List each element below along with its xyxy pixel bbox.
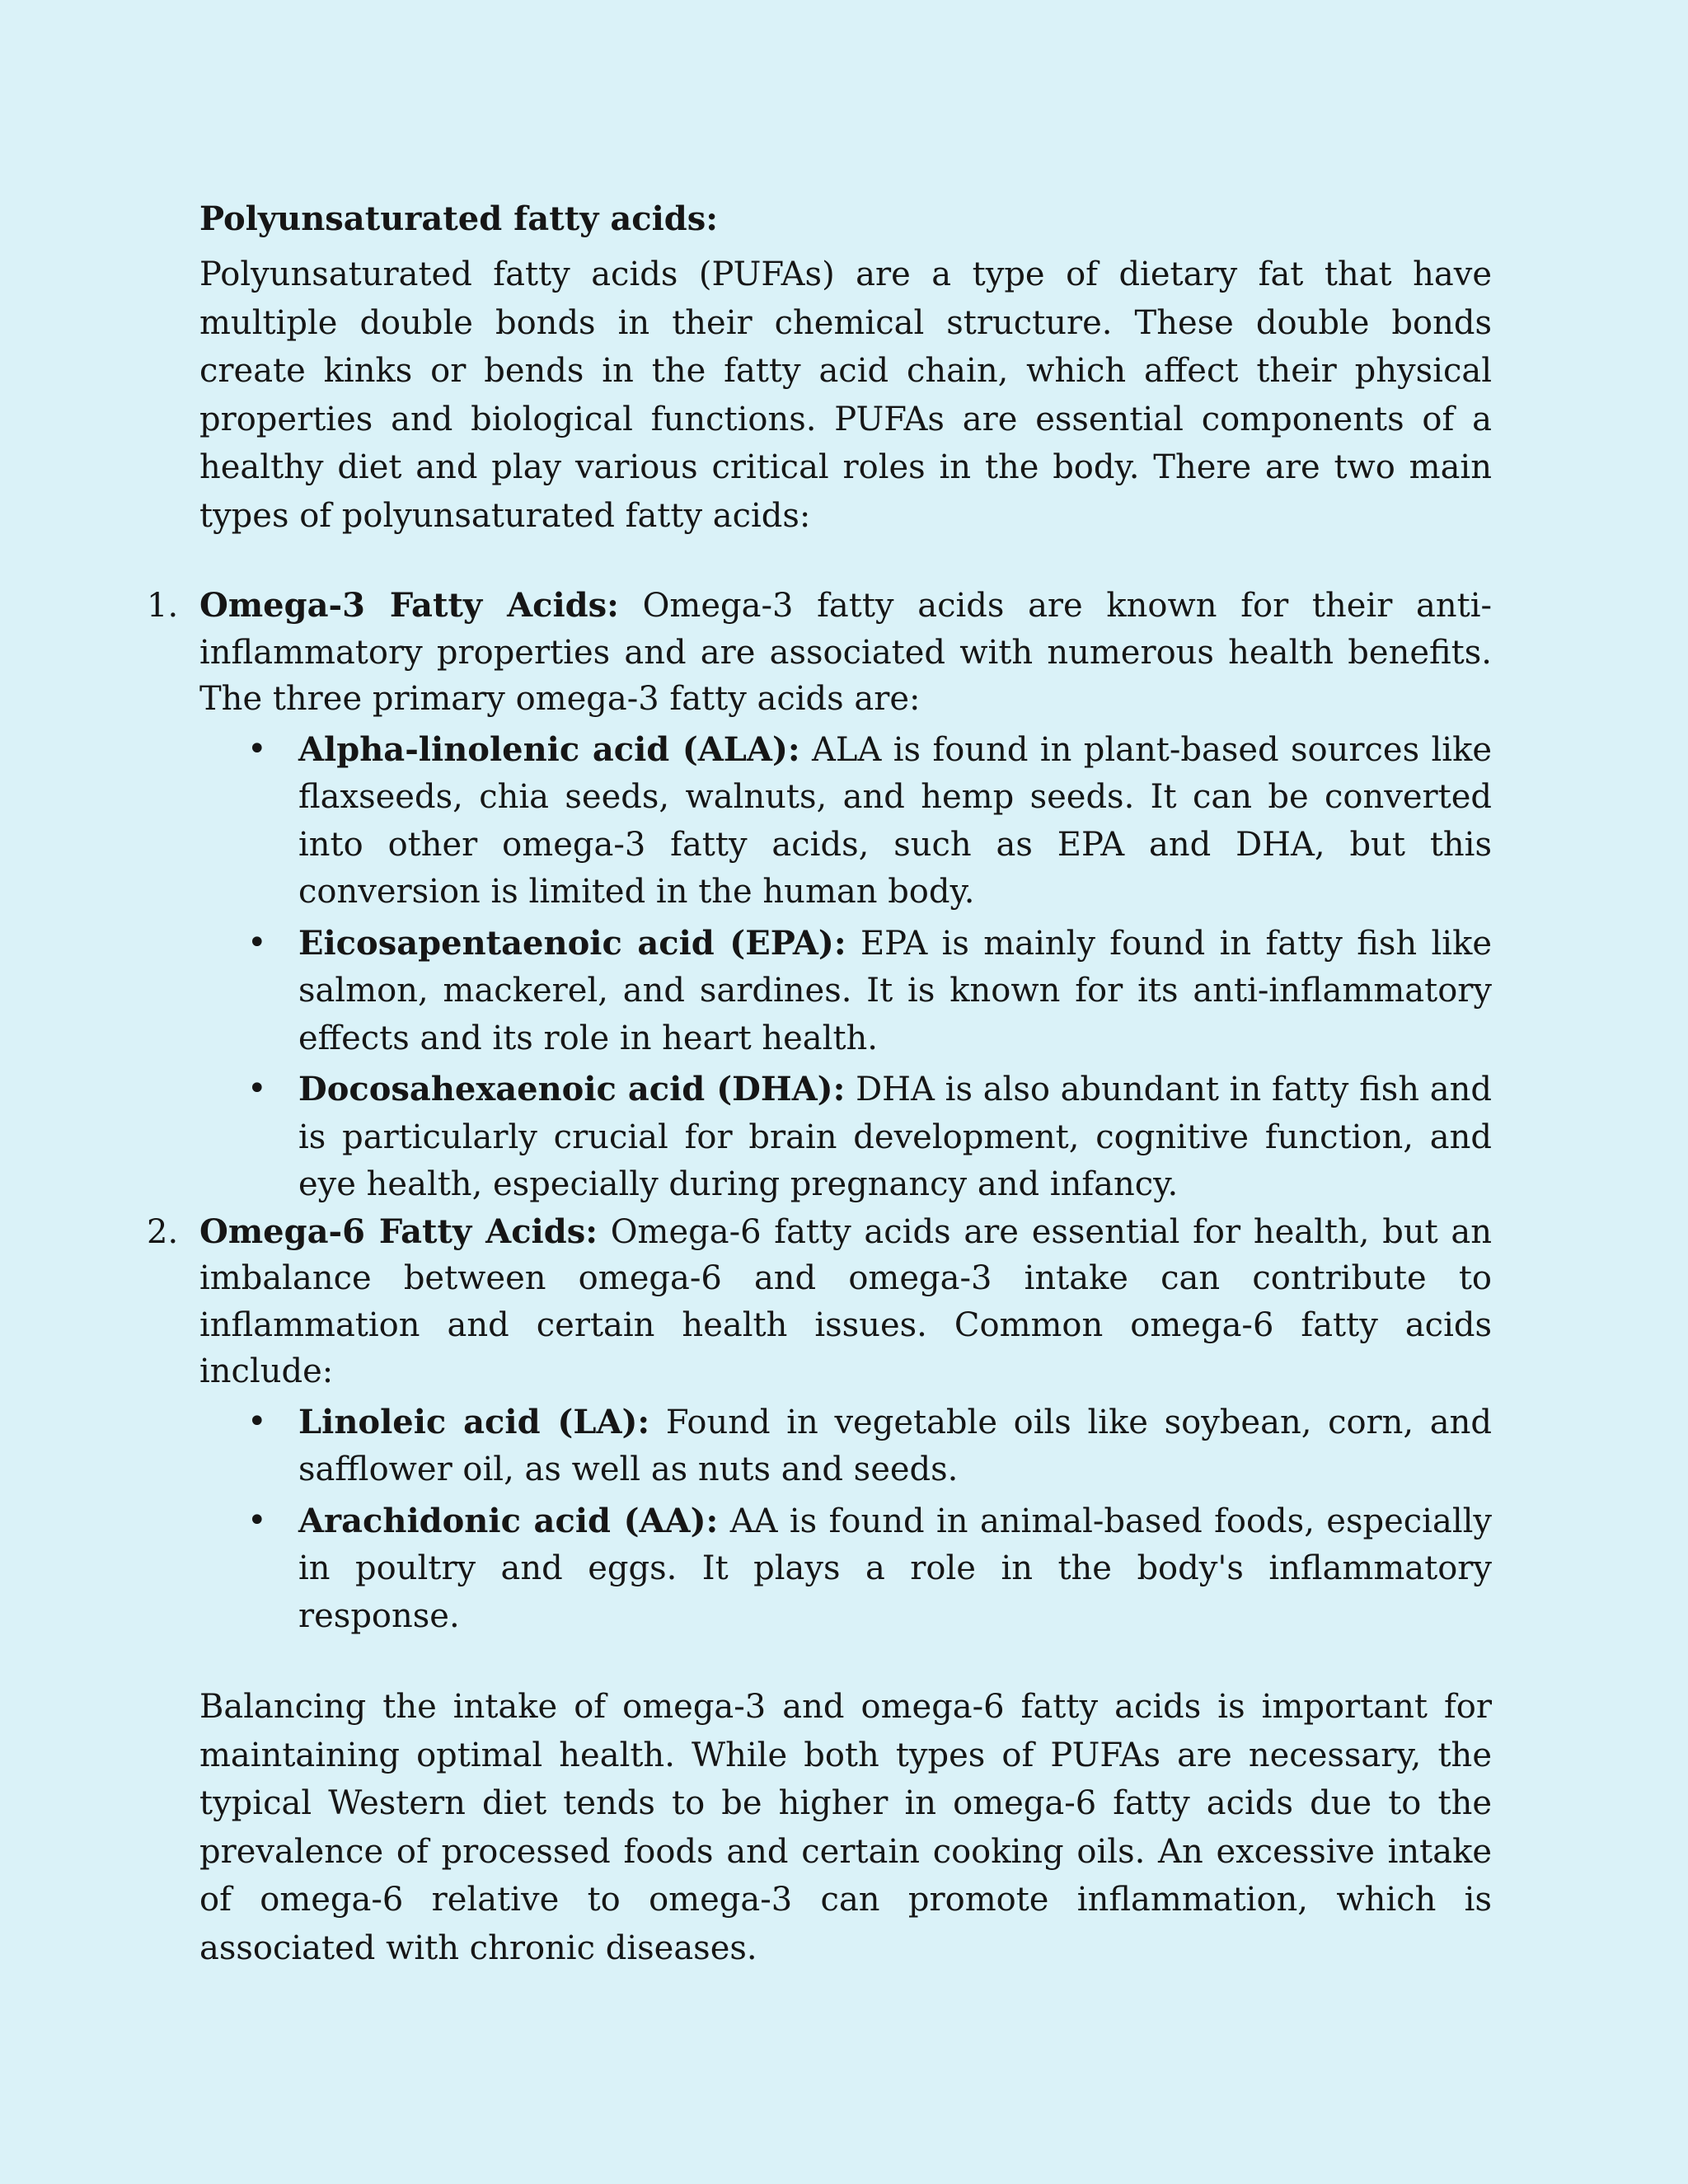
subitem-term: Arachidonic acid (AA):	[298, 1501, 719, 1540]
item-text: Omega-6 fatty acids are essential for health, but an imbalance between omega-6 and omega-3 intake can contribute to inflammation and certain health issues. Common omega-6 fatty acids include:	[199, 1212, 1493, 1390]
item-text: Omega-3 fatty acids are known for their anti-inflammatory properties and are associated with numerous health benefits. The three primary omega-3 fatty acids are:	[199, 587, 1493, 718]
section-heading: Polyunsaturated fatty acids:	[199, 199, 719, 238]
subitem-text: DHA is also abundant in fatty fish and is particularly crucial for brain development, cognitive function, and eye health, especially during pregnancy and infancy.	[298, 1071, 1493, 1203]
subitem-text: Found in vegetable oils like soybean, corn, and safflower oil, as well as nuts and seeds.	[298, 1403, 1493, 1488]
bullet-icon: •	[247, 1501, 267, 1540]
list-item-omega-6	[147, 1209, 1493, 1641]
bullet-icon: •	[247, 923, 267, 962]
item-term: Omega-6 Fatty Acids:	[199, 1212, 598, 1251]
list-item-omega-3	[147, 583, 1493, 1209]
list-number: 1.	[147, 587, 179, 625]
list-number: 2.	[147, 1212, 179, 1251]
sublist-item-la	[247, 1399, 1493, 1494]
subitem-text: ALA is found in plant-based sources like flaxseeds, chia seeds, walnuts, and hemp seeds. It can be converted into other omega-3 fatty acids, such as EPA and DHA, but this conversion is limited in the human body.	[298, 730, 1492, 911]
subitem-term: Eicosapentaenoic acid (EPA):	[298, 923, 846, 963]
intro-paragraph: Polyunsaturated fatty acids (PUFAs) are a type of dietary fat that have multiple double bonds in their chemical structure. These double bonds create kinks or bends in the fatty acid chain, which affect their physical properties and biological functions. PUFAs are essential components of a healthy diet and play various critical roles in the body. There are two main types of polyunsaturated fatty acids:	[199, 255, 1492, 535]
bullet-icon: •	[247, 1402, 267, 1441]
subitem-term: Linoleic acid (LA):	[298, 1402, 650, 1441]
document-body	[147, 194, 1493, 1972]
sublist-item-ala	[247, 726, 1492, 916]
sublist-item-epa	[247, 920, 1492, 1063]
bullet-icon: •	[247, 729, 267, 768]
item-term: Omega-3 Fatty Acids:	[199, 586, 619, 625]
fatty-acid-types-list	[147, 583, 1493, 1640]
omega-3-sublist	[199, 726, 1492, 1209]
closing-paragraph: Balancing the intake of omega-3 and omega-6 fatty acids is important for maintaining optimal health. While both types of PUFAs are necessary, the typical Western diet tends to be higher in omega-6 fatty acids due to the prevalence of processed foods and certain cooking oils. An excessive intake of omega-6 relative to omega-3 can promote inflammation, which is associated with chronic diseases.	[199, 1688, 1492, 1967]
omega-6-sublist	[199, 1399, 1492, 1641]
sublist-item-dha	[247, 1066, 1493, 1209]
subitem-term: Docosahexaenoic acid (DHA):	[298, 1070, 846, 1108]
bullet-icon: •	[247, 1070, 267, 1108]
subitem-term: Alpha-linolenic acid (ALA):	[298, 729, 800, 769]
sublist-item-aa	[247, 1497, 1493, 1641]
subitem-text: AA is found in animal-based foods, especially in poultry and eggs. It plays a role in the body's inflammatory response.	[298, 1502, 1493, 1635]
subitem-text: EPA is mainly found in fatty fish like salmon, mackerel, and sardines. It is known for its anti-inflammatory effects and its role in heart health.	[298, 924, 1492, 1057]
